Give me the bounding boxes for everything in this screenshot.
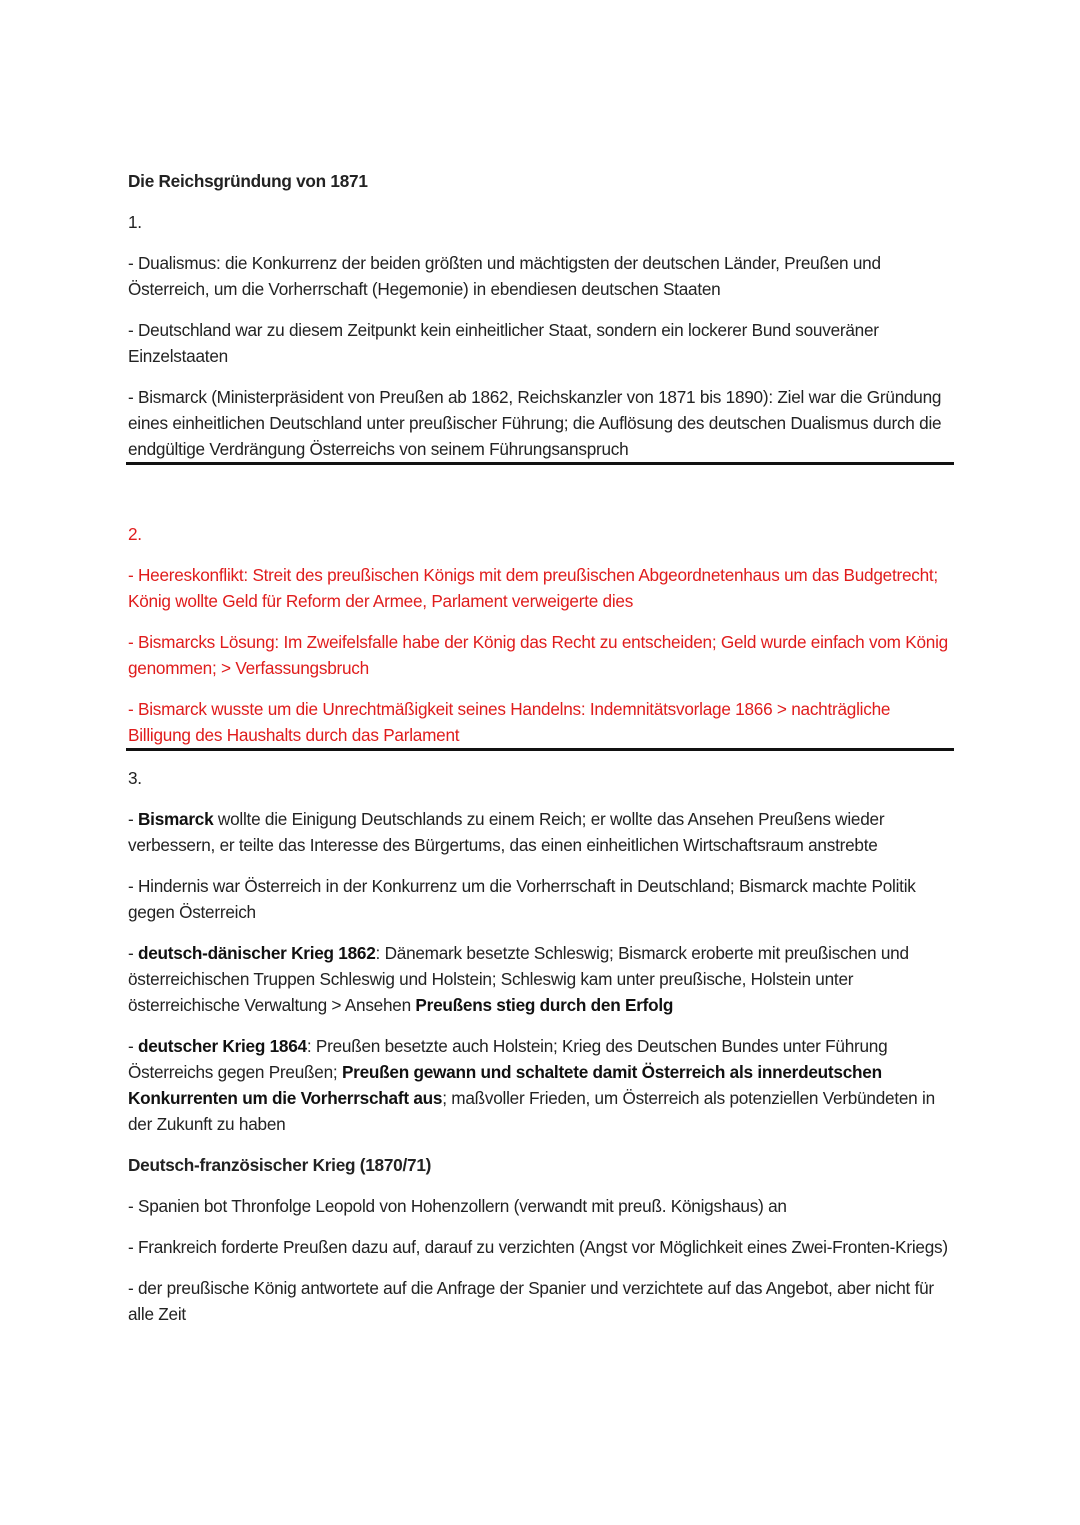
section-3-item-2: - Hindernis war Österreich in der Konkurrenz um die Vorherrschaft in Deutschland; Bismarck machte Politik gegen Österreich bbox=[128, 876, 916, 922]
section-3-item-4-bold-2: Preußen gewann und schaltete damit Österreich als innerdeutschen Konkurrenten um die Vorherrschaft aus bbox=[128, 1062, 882, 1108]
section-3-item-4-bold-1: deutscher Krieg 1864 bbox=[138, 1036, 307, 1056]
section-3-item-3-bold-1: deutsch-dänischer Krieg 1862 bbox=[138, 943, 376, 963]
section-2-item-1: - Heereskonflikt: Streit des preußischen Königs mit dem preußischen Abgeordnetenhaus um das Budgetrecht; König wollte Geld für Reform der Armee, Parlament verweigerte dies bbox=[128, 565, 938, 611]
section-3-item-3 bbox=[128, 940, 952, 1018]
section-2-item-3: - Bismarck wusste um die Unrechtmäßigkeit seines Handelns: Indemnitätsvorlage 1866 > nachträgliche Billigung des Haushalts durch das Parlament bbox=[128, 699, 891, 745]
section-3-number: 3. bbox=[128, 768, 142, 788]
document-title: Die Reichsgründung von 1871 bbox=[128, 171, 368, 191]
section-4-item-2: - Frankreich forderte Preußen dazu auf, darauf zu verzichten (Angst vor Möglichkeit eines Zwei-Fronten-Kriegs) bbox=[128, 1237, 948, 1257]
section-1-number: 1. bbox=[128, 212, 142, 232]
section-3-item-4-rest: ; maßvoller Frieden, um Österreich als potenziellen Verbündeten in der Zukunft zu haben bbox=[128, 1088, 935, 1134]
section-3-item-1-rest: wollte die Einigung Deutschlands zu einem Reich; er wollte das Ansehen Preußens wieder verbessern, er teilte das Interesse des Bürgertums, das einen einheitlichen Wirtschaftsraum anstrebte bbox=[128, 809, 885, 855]
section-3-item-3-bold-2: Preußens stieg durch den Erfolg bbox=[415, 995, 674, 1015]
section-1-item-2: - Deutschland war zu diesem Zeitpunkt kein einheitlicher Staat, sondern ein lockerer Bund souveräner Einzelstaaten bbox=[128, 320, 879, 366]
section-divider-2 bbox=[126, 748, 954, 751]
section-1-item-3: - Bismarck (Ministerpräsident von Preußen ab 1862, Reichskanzler von 1871 bis 1890): Ziel war die Gründung eines einheitlichen Deutschland unter preußischer Führung; die Auflösung des deutschen Dualismus durch die endgültige Verdrängung Österreichs von seinem Führungsanspruch bbox=[128, 387, 942, 459]
document-page bbox=[128, 168, 952, 1342]
section-2-item-2: - Bismarcks Lösung: Im Zweifelsfalle habe der König das Recht zu entscheiden; Geld wurde einfach vom König genommen; > Verfassungsbruch bbox=[128, 632, 948, 678]
section-3-item-1-lead: - bbox=[128, 809, 138, 829]
section-4-item-3: - der preußische König antwortete auf die Anfrage der Spanier und verzichtete auf das Angebot, aber nicht für alle Zeit bbox=[128, 1278, 934, 1324]
section-3-item-3-mid: : Dänemark besetzte Schleswig; Bismarck eroberte mit preußischen und österreichischen Truppen Schleswig und Holstein; Schleswig kam unter preußische, Holstein unter österreichische Verwaltung > Ansehen bbox=[128, 943, 909, 1015]
section-divider-1 bbox=[126, 462, 954, 465]
section-3-item-4-mid: : Preußen besetzte auch Holstein; Krieg des Deutschen Bundes unter Führung Österreichs gegen Preußen; bbox=[128, 1036, 888, 1082]
section-2-number: 2. bbox=[128, 524, 142, 544]
section-3-item-1 bbox=[128, 806, 952, 858]
section-4-item-1: - Spanien bot Thronfolge Leopold von Hohenzollern (verwandt mit preuß. Königshaus) an bbox=[128, 1196, 787, 1216]
section-1-item-1: - Dualismus: die Konkurrenz der beiden größten und mächtigsten der deutschen Länder, Preußen und Österreich, um die Vorherrschaft (Hegemonie) in ebendiesen deutschen Staaten bbox=[128, 253, 881, 299]
section-4-heading: Deutsch-französischer Krieg (1870/71) bbox=[128, 1155, 432, 1175]
section-3-item-3-lead: - bbox=[128, 943, 138, 963]
section-3-item-4 bbox=[128, 1033, 952, 1137]
section-3-item-4-lead: - bbox=[128, 1036, 138, 1056]
section-3-item-1-bold: Bismarck bbox=[138, 809, 214, 829]
